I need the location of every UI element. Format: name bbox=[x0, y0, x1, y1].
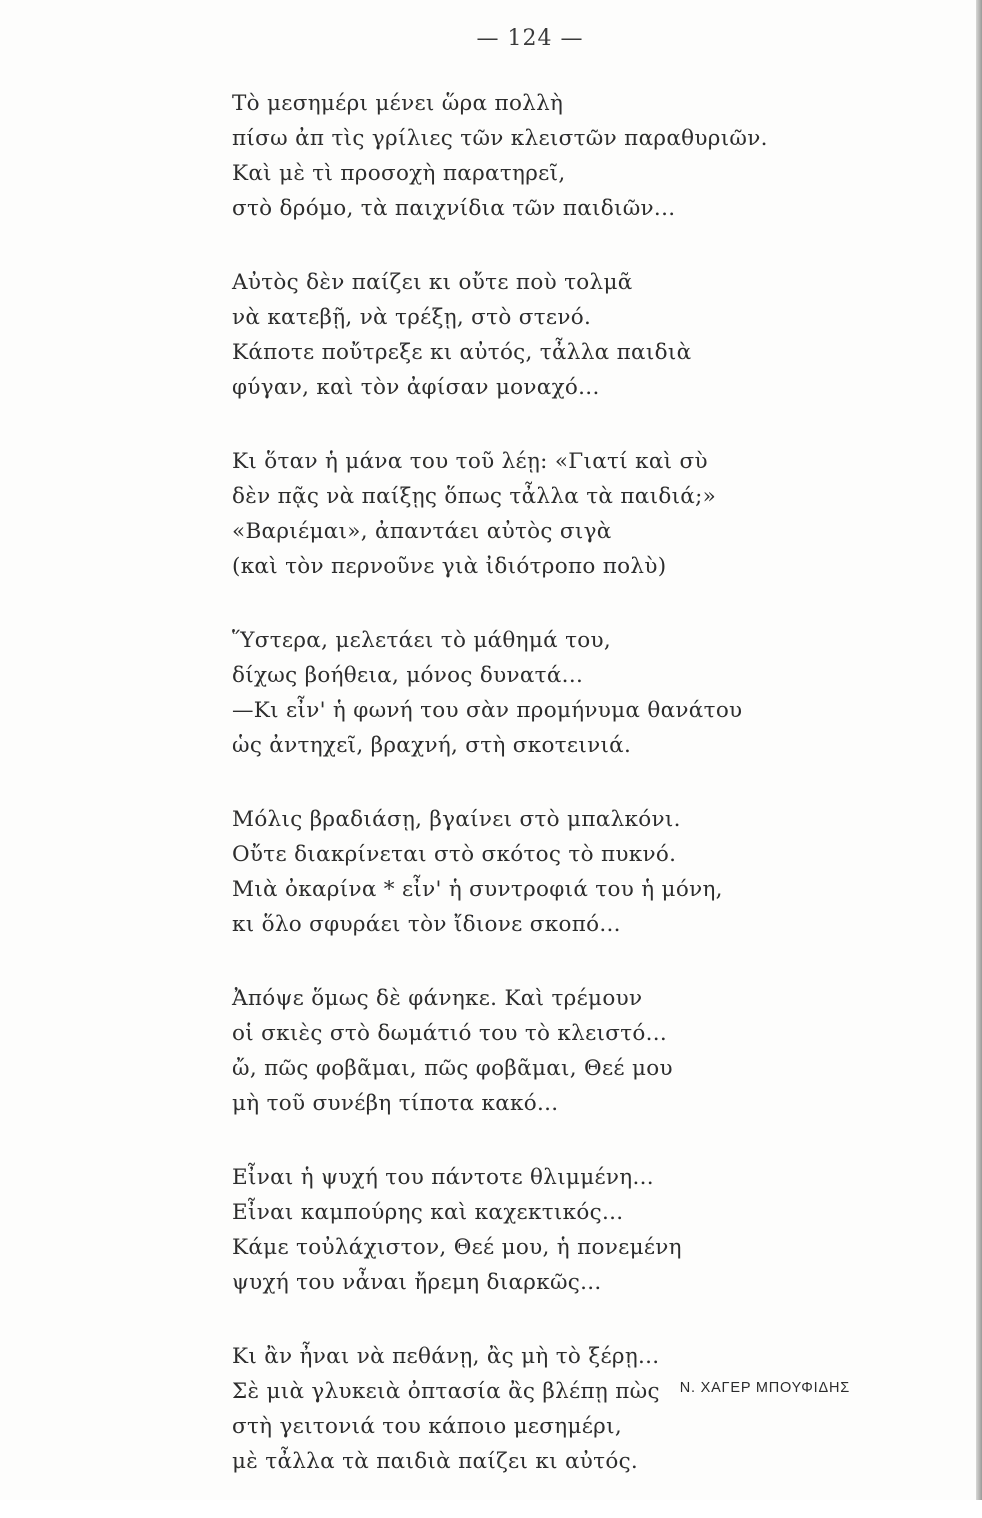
poem-line: Μόλις βραδιάσῃ, βγαίνει στὸ μπαλκόνι. bbox=[232, 807, 681, 832]
poem-line: Κι ὅταν ἡ μάνα του τοῦ λέῃ: «Γιατί καὶ σὺ bbox=[232, 449, 708, 474]
poem-line: Καὶ μὲ τὶ προσοχὴ παρατηρεῖ, bbox=[232, 161, 566, 186]
poem-line: Κάμε τοὐλάχιστον, Θεέ μου, ἡ πονεμένη bbox=[232, 1235, 682, 1260]
stanza-8 bbox=[232, 1339, 872, 1479]
poem-line: Αὐτὸς δὲν παίζει κι οὔτε ποὺ τολμᾶ bbox=[232, 270, 633, 295]
page-binding-edge bbox=[976, 0, 982, 1500]
stanza-2 bbox=[232, 265, 872, 405]
stanza-3 bbox=[232, 444, 872, 584]
poem-line: Εἶναι ἡ ψυχή του πάντοτε θλιμμένη... bbox=[232, 1165, 654, 1190]
poem-line: —Κι εἶν' ἡ φωνή του σὰν προμήνυμα θανάτου bbox=[232, 698, 743, 723]
stanza-1 bbox=[232, 86, 872, 226]
stanza-7 bbox=[232, 1160, 872, 1300]
poem-line: Μιὰ ὀκαρίνα * εἶν' ἡ συντροφιά του ἡ μόνη, bbox=[232, 877, 723, 902]
poem-line: νὰ κατεβῇ, νὰ τρέξῃ, στὸ στενό. bbox=[232, 305, 592, 330]
poem-line: στὸ δρόμο, τὰ παιχνίδια τῶν παιδιῶν... bbox=[232, 196, 676, 221]
poem-line: Σὲ μιὰ γλυκειὰ ὀπτασία ἂς βλέπῃ πὼς bbox=[232, 1379, 660, 1404]
poem-line: ὤ, πῶς φοβᾶμαι, πῶς φοβᾶμαι, Θεέ μου bbox=[232, 1056, 673, 1081]
author-signature: Ν. ΧΑΓΕΡ ΜΠΟΥΦΙΔΗΣ bbox=[679, 1380, 850, 1396]
poem-line: φύγαν, καὶ τὸν ἀφίσαν μοναχό... bbox=[232, 375, 600, 400]
poem-line: κι ὅλο σφυράει τὸν ἴδιονε σκοπό... bbox=[232, 912, 621, 937]
poem bbox=[232, 86, 872, 1518]
poem-line: μὴ τοῦ συνέβη τίποτα κακό... bbox=[232, 1091, 559, 1116]
poem-line: (καὶ τὸν περνοῦνε γιὰ ἰδιότροπο πολὺ) bbox=[232, 554, 667, 579]
poem-line: Τὸ μεσημέρι μένει ὥρα πολλὴ bbox=[232, 91, 564, 116]
poem-line: Εἶναι καμπούρης καὶ καχεκτικός... bbox=[232, 1200, 624, 1225]
poem-line: μὲ τἆλλα τὰ παιδιὰ παίζει κι αὐτός. bbox=[232, 1449, 639, 1474]
stanza-5 bbox=[232, 802, 872, 942]
poem-line: Ἀπόψε ὅμως δὲ φάνηκε. Καὶ τρέμουν bbox=[232, 986, 643, 1011]
poem-line: ψυχή του νἆναι ἤρεμη διαρκῶς... bbox=[232, 1270, 602, 1295]
poem-line: Κι ἂν ἦναι νὰ πεθάνῃ, ἂς μὴ τὸ ξέρῃ... bbox=[232, 1344, 660, 1369]
poem-line: Κάποτε ποὔτρεξε κι αὐτός, τἆλλα παιδιὰ bbox=[232, 340, 692, 365]
poem-line: Ὕστερα, μελετάει τὸ μάθημά του, bbox=[232, 628, 612, 653]
stanza-4 bbox=[232, 623, 872, 763]
poem-line: δὲν πᾷς νὰ παίξῃς ὅπως τἆλλα τὰ παιδιά;» bbox=[232, 484, 717, 509]
poem-line: στὴ γειτονιά του κάποιο μεσημέρι, bbox=[232, 1414, 622, 1439]
poem-line: δίχως βοήθεια, μόνος δυνατά... bbox=[232, 663, 584, 688]
poem-line: πίσω ἀπ τὶς γρίλιες τῶν κλειστῶν παραθυριῶν. bbox=[232, 126, 768, 151]
poem-line: «Βαριέμαι», ἀπαντάει αὐτὸς σιγὰ bbox=[232, 519, 612, 544]
poem-line: οἱ σκιὲς στὸ δωμάτιό του τὸ κλειστό... bbox=[232, 1021, 668, 1046]
page-number: — 124 — bbox=[476, 26, 584, 51]
poem-line: Οὔτε διακρίνεται στὸ σκότος τὸ πυκνό. bbox=[232, 842, 677, 867]
poem-line: ὡς ἀντηχεῖ, βραχνή, στὴ σκοτεινιά. bbox=[232, 733, 632, 758]
stanza-6 bbox=[232, 981, 872, 1121]
